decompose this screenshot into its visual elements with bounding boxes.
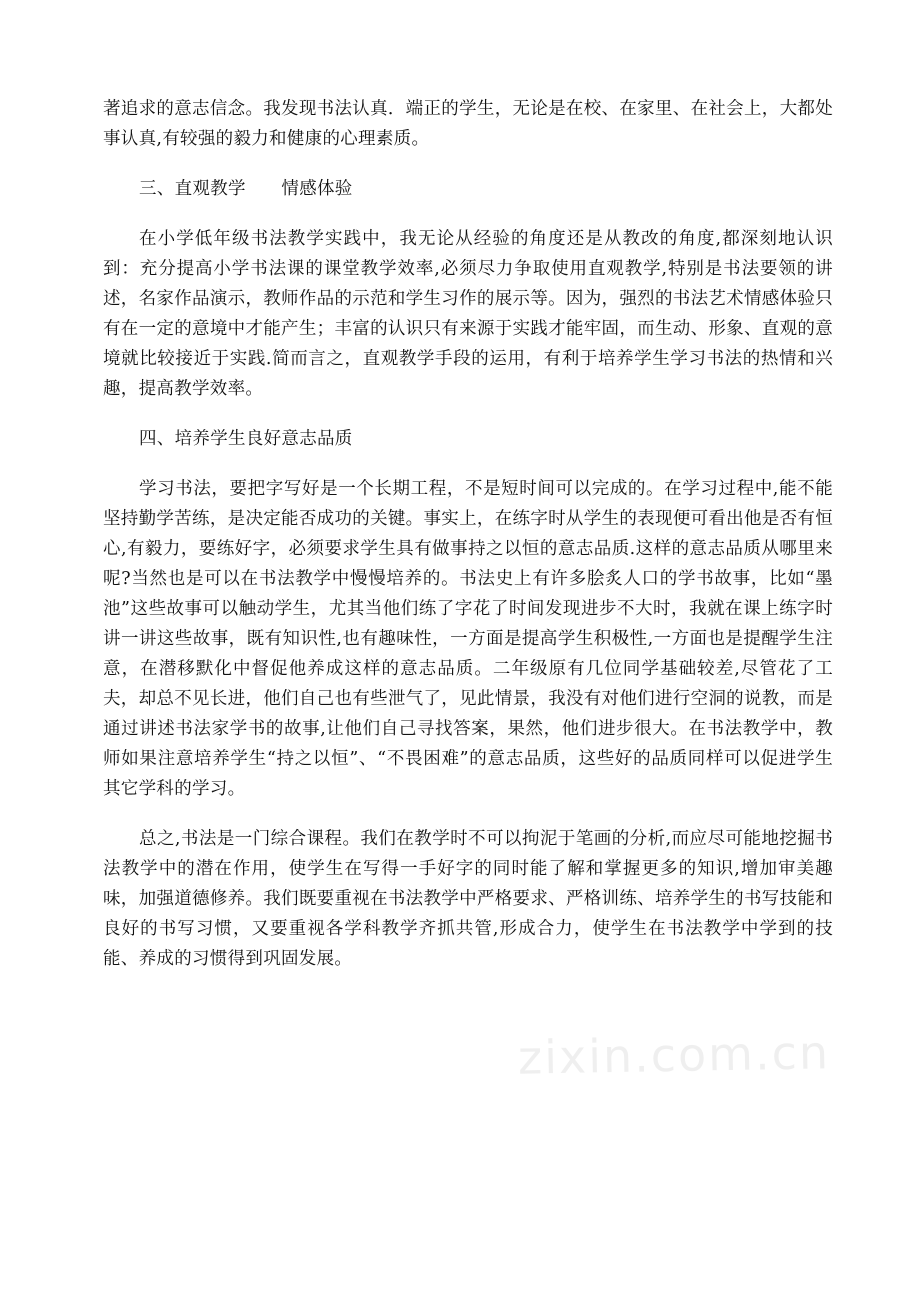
section-heading-4: 四、培养学生良好意志品质 (139, 429, 353, 449)
paragraph-visual-teaching: 在小学低年级书法教学实践中，我无论从经验的角度还是从教改的角度,都深刻地认识到：充分提高小学书法课的课堂教学效率,必须尽力争取使用直观教学,特别是书法要领的讲述，名家作品演示，教师作品的示范和学生习作的展示等。因为，强烈的书法艺术情感体验只有在一定的意境中才能产生；丰富的认识只有来源于实践才能牢固，而生动、形象、直观的意境就比较接近于实践.简而言之，直观教学手段的运用，有利于培养学生学习书法的热情和兴趣，提高教学效率。 (103, 229, 833, 399)
section-heading-3: 三、直观教学 情感体验 (139, 179, 353, 199)
watermark-text: zixin.com.cn (517, 1025, 831, 1085)
document-body (103, 94, 833, 974)
paragraph-will-quality: 学习书法，要把字写好是一个长期工程，不是短时间可以完成的。在学习过程中,能不能坚持勤学苦练，是决定能否成功的关键。事实上，在练字时从学生的表现便可看出他是否有恒心,有毅力，要练好字，必须要求学生具有做事持之以恒的意志品质.这样的意志品质从哪里来呢?当然也是可以在书法教学中慢慢培养的。书法史上有许多脍炙人口的学书故事，比如“墨池”这些故事可以触动学生，尤其当他们练了字花了时间发现进步不大时，我就在课上练字时讲一讲这些故事，既有知识性,也有趣味性，一方面是提高学生积极性,一方面也是提醒学生注意，在潜移默化中督促他养成这样的意志品质。二年级原有几位同学基础较差,尽管花了工夫，却总不见长进，他们自己也有些泄气了，见此情景，我没有对他们进行空洞的说教，而是通过讲述书法家学书的故事,让他们自己寻找答案，果然，他们进步很大。在书法教学中，教师如果注意培养学生“持之以恒”、“不畏困难”的意志品质，这些好的品质同样可以促进学生其它学科的学习。 (103, 479, 833, 799)
paragraph-conclusion: 总之,书法是一门综合课程。我们在教学时不可以拘泥于笔画的分析,而应尽可能地挖掘书法教学中的潜在作用，使学生在写得一手好字的同时能了解和掌握更多的知识,增加审美趣味，加强道德修养。我们既要重视在书法教学中严格要求、严格训练、培养学生的书写技能和良好的书写习惯，又要重视各学科教学齐抓共管,形成合力，使学生在书法教学中学到的技能、养成的习惯得到巩固发展。 (103, 829, 833, 969)
paragraph-continuation: 著追求的意志信念。我发现书法认真．端正的学生，无论是在校、在家里、在社会上，大都处事认真,有较强的毅力和健康的心理素质。 (103, 99, 833, 149)
